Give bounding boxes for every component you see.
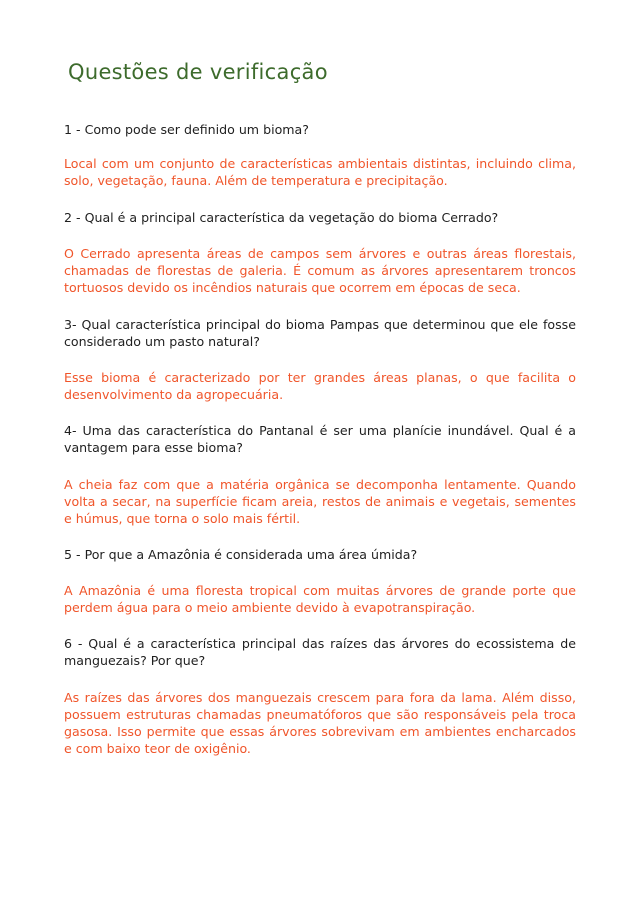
question-1: 1 - Como pode ser definido um bioma? bbox=[64, 122, 309, 137]
page-title: Questões de verificação bbox=[68, 60, 328, 84]
answer-6: As raízes das árvores dos manguezais crescem para fora da lama. Além disso, possuem estruturas chamadas pneumatóforos que são responsáveis pela troca gasosa. Isso permite que essas árvores sobrevivam em ambientes encharcados e com baixo teor de oxigênio. bbox=[64, 690, 576, 756]
question-5: 5 - Por que a Amazônia é considerada uma área úmida? bbox=[64, 547, 418, 562]
answer-1: Local com um conjunto de características ambientais distintas, incluindo clima, solo, vegetação, fauna. Além de temperatura e precipitação. bbox=[64, 156, 576, 188]
question-6: 6 - Qual é a característica principal das raízes das árvores do ecossistema de manguezais? Por que? bbox=[64, 636, 576, 668]
question-2: 2 - Qual é a principal característica da vegetação do bioma Cerrado? bbox=[64, 210, 499, 225]
question-3: 3- Qual característica principal do bioma Pampas que determinou que ele fosse considerado um pasto natural? bbox=[64, 317, 576, 349]
answer-2: O Cerrado apresenta áreas de campos sem árvores e outras áreas florestais, chamadas de florestas de galeria. É comum as árvores apresentarem troncos tortuosos devido os incêndios naturais que ocorrem em épocas de seca. bbox=[64, 246, 576, 295]
answer-5: A Amazônia é uma floresta tropical com muitas árvores de grande porte que perdem água para o meio ambiente devido à evapotranspiração. bbox=[64, 583, 576, 615]
question-4: 4- Uma das característica do Pantanal é ser uma planície inundável. Qual é a vantagem para esse bioma? bbox=[64, 423, 576, 455]
answer-4: A cheia faz com que a matéria orgânica se decomponha lentamente. Quando volta a secar, na superfície ficam areia, restos de animais e vegetais, sementes e húmus, que torna o solo mais fértil. bbox=[64, 477, 576, 526]
answer-3: Esse bioma é caracterizado por ter grandes áreas planas, o que facilita o desenvolvimento da agropecuária. bbox=[64, 370, 576, 402]
